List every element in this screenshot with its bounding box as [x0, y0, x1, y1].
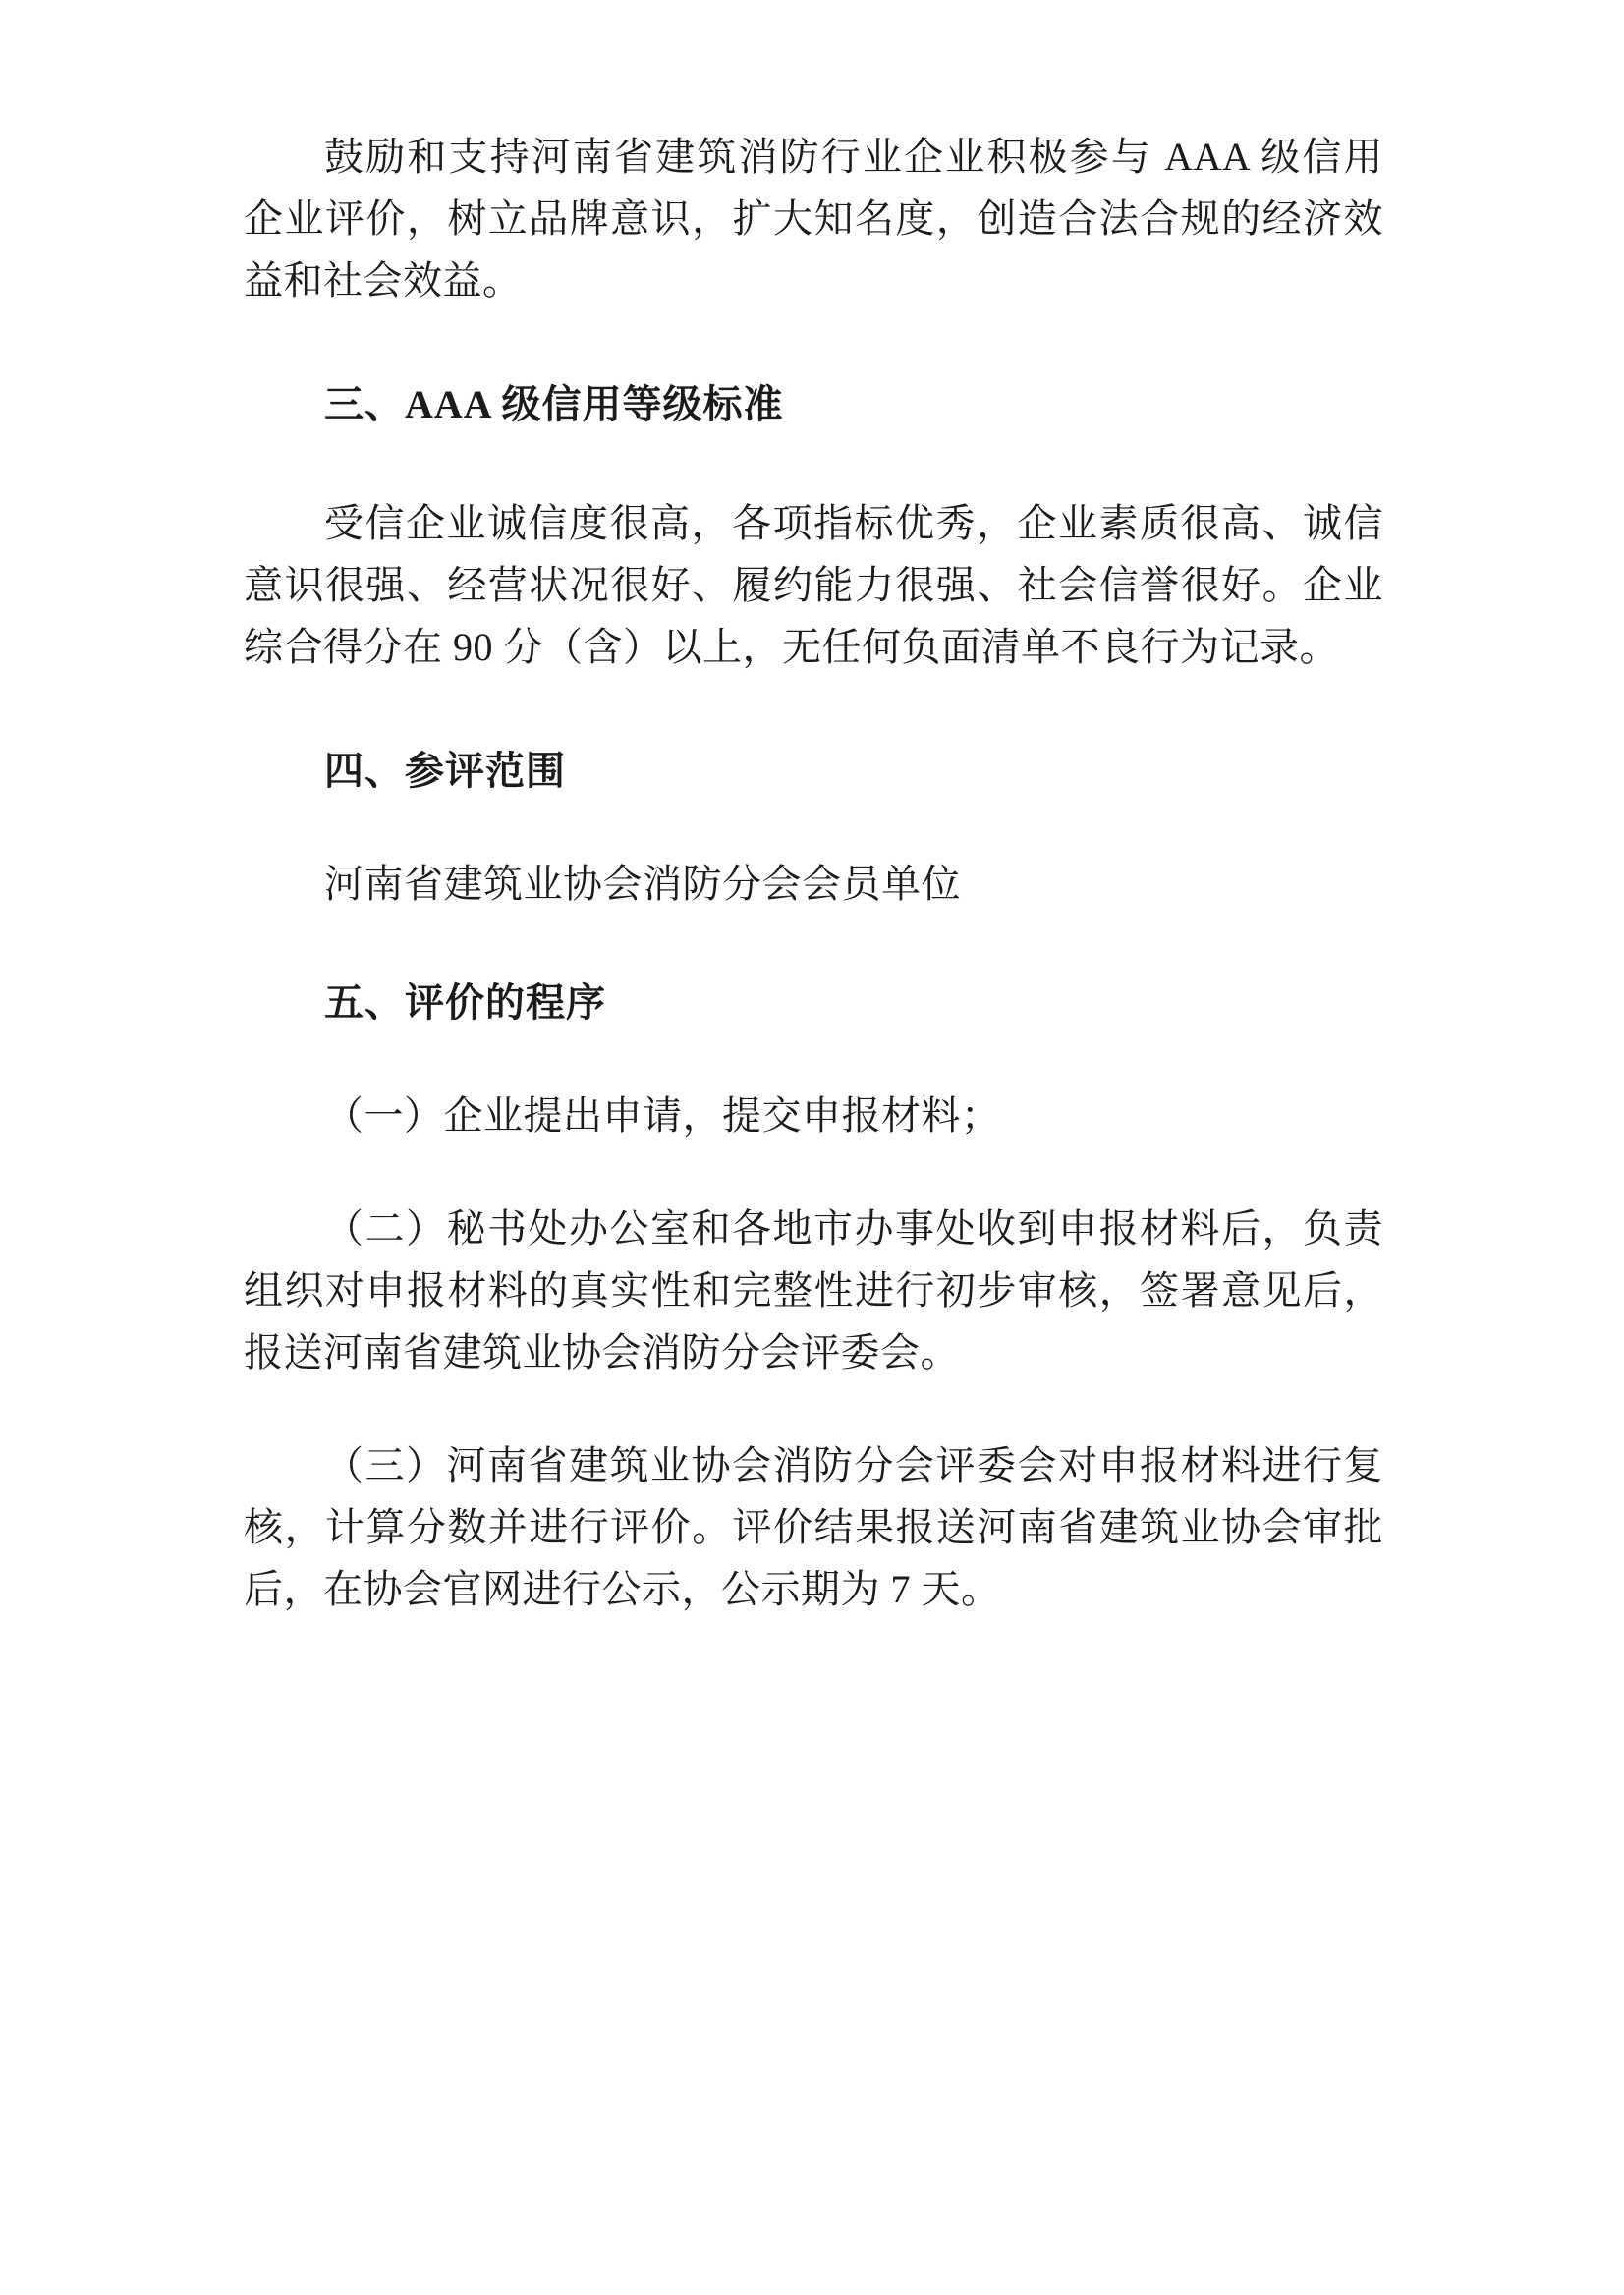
spacer: [244, 435, 1383, 492]
document-body: [244, 126, 1383, 1620]
evaluation-procedure-item-1: （一）企业提出申请，提交申报材料；: [324, 1093, 1001, 1138]
heading-evaluation-procedure: 五、评价的程序: [324, 980, 606, 1025]
aaa-credit-rating-standard-body: 受信企业诚信度很高，各项指标优秀，企业素质很高、诚信意识很强、经营状况很好、履约能力很强、社会信誉很好。企业综合得分在 90 分（含）以上，无任何负面清单不良行为记录。: [244, 501, 1383, 669]
evaluation-procedure-item-2: （二）秘书处办公室和各地市办事处收到申报材料后，负责组织对申报材料的真实性和完整性进行初步审核，签署意见后，报送河南省建筑业协会消防分会评委会。: [244, 1206, 1383, 1374]
spacer: [244, 1147, 1383, 1198]
evaluation-procedure-item-3: （三）河南省建筑业协会消防分会评委会对申报材料进行复核，计算分数并进行评价。评价结果报送河南省建筑业协会审批后，在协会官网进行公示，公示期为 7 天。: [244, 1443, 1383, 1611]
spacer: [244, 1034, 1383, 1085]
intro-paragraph: 鼓励和支持河南省建筑消防行业企业积极参与 AAA 级信用企业评价，树立品牌意识，扩大知名度，创造合法合规的经济效益和社会效益。: [244, 135, 1383, 303]
spacer: [244, 1383, 1383, 1434]
participation-scope-body: 河南省建筑业协会消防分会会员单位: [324, 862, 961, 906]
spacer: [244, 802, 1383, 853]
spacer: [244, 311, 1383, 373]
spacer: [244, 915, 1383, 972]
heading-participation-scope: 四、参评范围: [324, 749, 566, 793]
heading-aaa-credit-rating-standard: 三、AAA 级信用等级标准: [324, 382, 784, 426]
spacer: [244, 678, 1383, 740]
